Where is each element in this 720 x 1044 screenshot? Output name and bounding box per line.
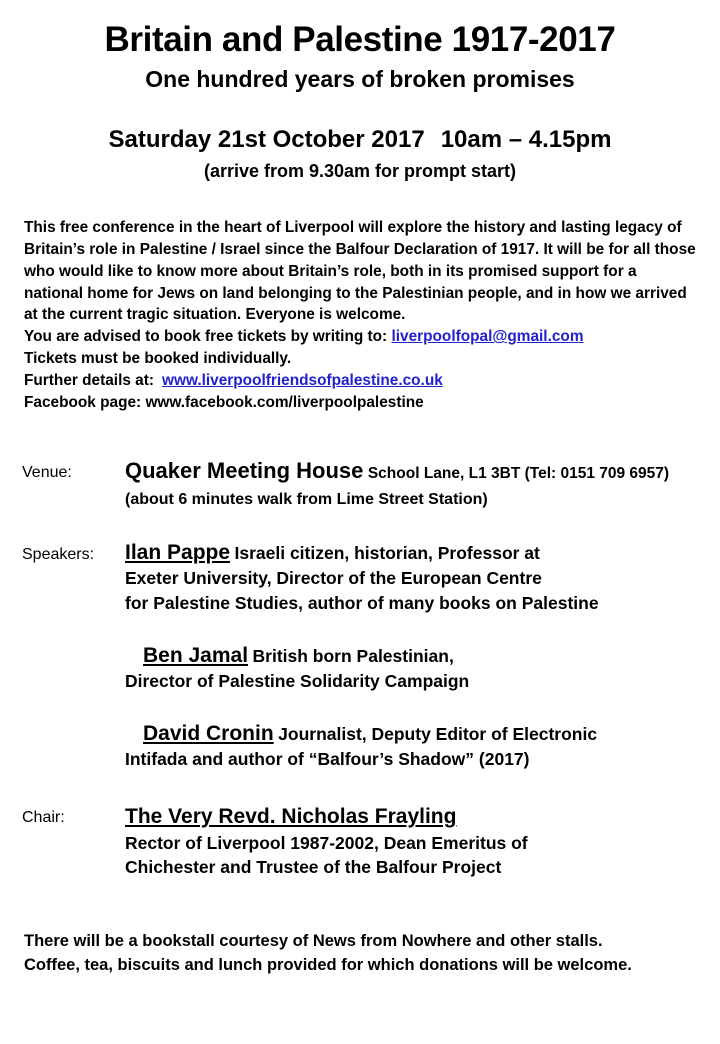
speakers-section: [22, 540, 698, 772]
email-link[interactable]: liverpoolfopal@gmail.com: [391, 328, 584, 346]
booking-note: Tickets must be booked individually.: [24, 350, 292, 368]
footer-line-bookstall: There will be a bookstall courtesy of News from Nowhere and other stalls.: [24, 931, 603, 950]
speaker-detail-line: for Palestine Studies, author of many books on Palestine: [125, 593, 599, 614]
poster-page: [0, 20, 720, 1044]
page-subtitle: One hundred years of broken promises: [145, 66, 575, 93]
speaker-role: Israeli citizen, historian, Professor at: [234, 543, 540, 564]
footer-section: [22, 930, 698, 978]
venue-section: [22, 458, 698, 510]
chair-detail-line: Rector of Liverpool 1987-2002, Dean Emeritus of: [125, 832, 528, 853]
speaker-role: Journalist, Deputy Editor of Electronic: [278, 724, 598, 745]
poster-header: [22, 20, 698, 182]
speaker-detail-line: Exeter University, Director of the European Centre: [125, 568, 542, 589]
speaker-name: Ilan Pappe: [125, 541, 231, 565]
booking-prefix: You are advised to book free tickets by writing to:: [24, 328, 388, 346]
details-prefix: Further details at:: [24, 372, 154, 390]
venue-directions: (about 6 minutes walk from Lime Street Station): [125, 491, 488, 509]
event-date: Saturday 21st October 2017: [108, 125, 425, 153]
speaker-heading: [125, 540, 698, 566]
arrival-note: (arrive from 9.30am for prompt start): [203, 161, 517, 182]
venue-name: Quaker Meeting House: [125, 457, 364, 483]
chair-section: [22, 803, 698, 879]
speakers-content: [125, 540, 698, 772]
booking-line: [24, 326, 698, 348]
venue-label: Venue:: [22, 463, 72, 481]
speaker-entry: [125, 643, 698, 694]
chair-content: [125, 803, 698, 879]
speaker-name: David Cronin: [143, 722, 274, 746]
intro-section: [24, 217, 698, 414]
venue-content: [125, 458, 698, 510]
chair-label: Chair:: [22, 809, 65, 827]
speaker-entry: [125, 721, 698, 772]
details-line: [24, 370, 698, 392]
speaker-role: British born Palestinian,: [252, 646, 454, 667]
speaker-detail-line: Director of Palestine Solidarity Campaign: [125, 671, 470, 692]
speaker-entry: [125, 540, 698, 616]
event-time: 10am – 4.15pm: [440, 125, 612, 153]
event-date-time: [22, 126, 698, 154]
chair-name: The Very Revd. Nicholas Frayling: [125, 805, 457, 829]
page-title: Britain and Palestine 1917-2017: [104, 20, 616, 59]
speaker-heading: [143, 643, 698, 669]
chair-detail-line: Chichester and Trustee of the Balfour Project: [125, 857, 502, 878]
venue-name-line: [125, 458, 698, 484]
venue-address-phone: School Lane, L1 3BT (Tel: 0151 709 6957): [367, 464, 670, 482]
speaker-detail-line: Intifada and author of “Balfour’s Shadow” (2017): [125, 749, 530, 770]
chair-heading: [125, 803, 698, 830]
footer-line-refreshments: Coffee, tea, biscuits and lunch provided for which donations will be welcome.: [24, 955, 632, 974]
facebook-line: Facebook page: www.facebook.com/liverpoolpalestine: [24, 393, 424, 411]
website-link[interactable]: www.liverpoolfriendsofpalestine.co.uk: [162, 372, 443, 390]
speakers-label: Speakers:: [22, 546, 95, 564]
speaker-name: Ben Jamal: [143, 644, 249, 668]
speaker-heading: [143, 721, 698, 747]
intro-paragraph: This free conference in the heart of Liverpool will explore the history and lasting legacy of Britain’s role in Palestine / Israel since the Balfour Declaration of 1917. It will be for all those who would like to know more about Britain’s role, both in its promised support for a national home for Jews on land belonging to the Palestinian people, and in how we arrived at the current tragic situation. Everyone is welcome.: [24, 218, 696, 324]
